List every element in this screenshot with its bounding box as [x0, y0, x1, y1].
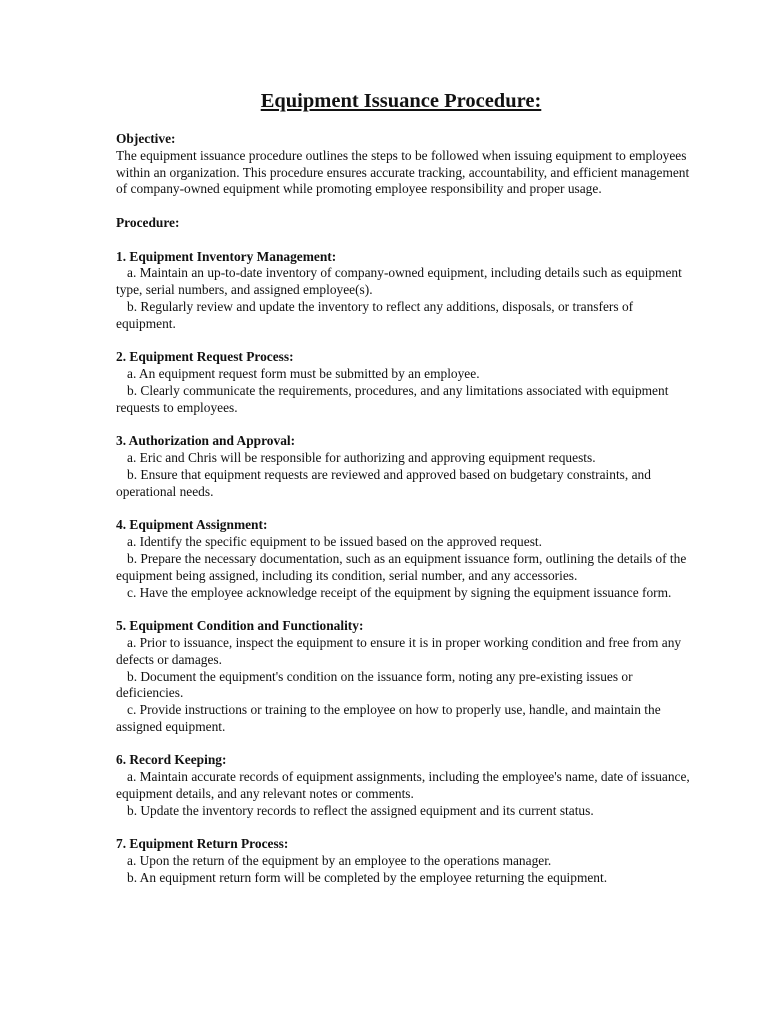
- step-item: a. Prior to issuance, inspect the equipment to ensure it is in proper working condition and free from any defects or damages.: [116, 634, 682, 667]
- step-section: [116, 433, 696, 500]
- step-item: a. Maintain an up-to-date inventory of company-owned equipment, including details such as equipment type, serial numbers, and assigned employee(s).: [116, 265, 682, 298]
- step-section: [116, 752, 696, 819]
- step-item: a. Upon the return of the equipment by an employee to the operations manager.: [127, 853, 552, 869]
- procedure-label: Procedure:: [116, 214, 180, 230]
- step-section: [116, 836, 696, 886]
- step-item: b. Clearly communicate the requirements, procedures, and any limitations associated with equipment requests to employees.: [116, 382, 669, 415]
- step-item: b. Regularly review and update the inventory to reflect any additions, disposals, or transfers of equipment.: [116, 298, 634, 331]
- step-heading: 6. Record Keeping:: [116, 752, 227, 768]
- spacer: [116, 601, 696, 618]
- step-item: a. Maintain accurate records of equipment assignments, including the employee's name, date of issuance, equipment details, and any relevant notes or comments.: [116, 769, 690, 802]
- step-item: b. Update the inventory records to reflect the assigned equipment and its current status.: [127, 802, 594, 818]
- spacer: [116, 501, 696, 518]
- step-section: [116, 618, 696, 736]
- spacer: [116, 820, 696, 837]
- spacer: [116, 333, 696, 350]
- spacer: [116, 417, 696, 434]
- objective-label: Objective:: [116, 131, 176, 146]
- step-item: a. Identify the specific equipment to be issued based on the approved request.: [127, 534, 542, 550]
- step-item: b. An equipment return form will be completed by the employee returning the equipment.: [127, 870, 608, 886]
- step-item: c. Provide instructions or training to the employee on how to properly use, handle, and maintain the assigned equipment.: [116, 702, 661, 734]
- step-heading: 7. Equipment Return Process:: [116, 836, 289, 852]
- step-section: [116, 517, 696, 601]
- step-item: b. Ensure that equipment requests are reviewed and approved based on budgetary constraints, and operational needs.: [116, 466, 651, 499]
- step-heading: 1. Equipment Inventory Management:: [116, 248, 337, 264]
- objective-text: The equipment issuance procedure outlines the steps to be followed when issuing equipment to employees within an organization. This procedure ensures accurate tracking, accountability, and efficient management of company-owned equipment while promoting employee responsibility and proper usage.: [116, 147, 690, 197]
- step-heading: 5. Equipment Condition and Functionality:: [116, 618, 364, 634]
- step-section: [116, 249, 696, 333]
- step-section: [116, 349, 696, 416]
- document-page: [116, 88, 696, 887]
- document-title: Equipment Issuance Procedure:: [260, 90, 542, 112]
- step-item: c. Have the employee acknowledge receipt of the equipment by signing the equipment issuance form.: [127, 584, 672, 600]
- step-heading: 3. Authorization and Approval:: [116, 433, 296, 449]
- step-item: a. An equipment request form must be submitted by an employee.: [127, 366, 480, 382]
- spacer: [116, 736, 696, 753]
- spacer: [116, 198, 696, 215]
- step-item: a. Eric and Chris will be responsible for authorizing and approving equipment requests.: [127, 450, 596, 466]
- step-heading: 4. Equipment Assignment:: [116, 517, 268, 533]
- step-item: b. Document the equipment's condition on the issuance form, noting any pre-existing issues or deficiencies.: [116, 668, 633, 701]
- step-item: b. Prepare the necessary documentation, such as an equipment issuance form, outlining the details of the equipment being assigned, including its condition, serial number, and any accessories.: [116, 550, 687, 583]
- spacer: [116, 232, 696, 249]
- step-heading: 2. Equipment Request Process:: [116, 349, 294, 365]
